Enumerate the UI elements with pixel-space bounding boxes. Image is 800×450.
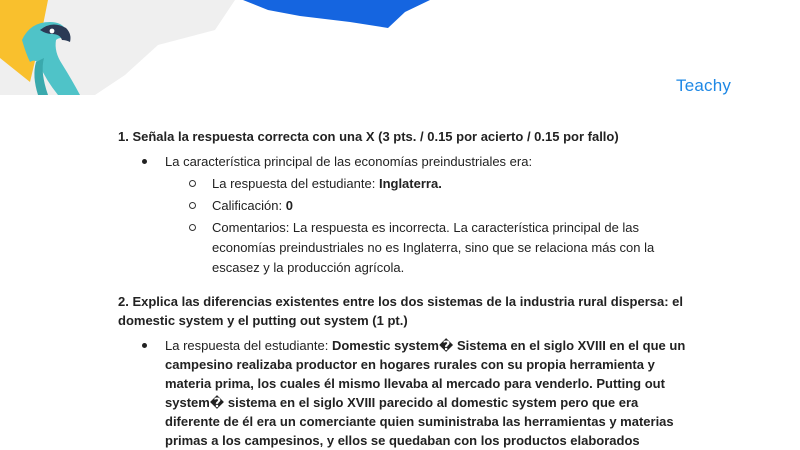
- question-1-prompt: La característica principal de las economías preindustriales era:: [165, 154, 533, 169]
- question-2-title: 2. Explica las diferencias existentes entre los dos sistemas de la industria rural dispersa: el domestic system y el putting out system (1 pt.): [118, 294, 684, 328]
- q1-grade: [165, 196, 688, 216]
- question-1-list: [118, 152, 688, 278]
- answer-value: Inglaterra.: [378, 176, 442, 191]
- answer-label: La respuesta del estudiante:: [165, 338, 332, 353]
- q1-student-answer: [165, 174, 688, 194]
- document-body: [118, 127, 688, 450]
- q2-student-answer: [118, 336, 688, 450]
- question-1-item: [118, 152, 688, 278]
- grade-value: 0: [285, 198, 293, 213]
- answer-label: La respuesta del estudiante:: [212, 176, 379, 191]
- grade-label: Calificación:: [212, 198, 286, 213]
- answer-value: Domestic system� Sistema en el siglo XVIII en el que un campesino realizaba productor en hogares rurales con su propia herramienta y materia prima, los cuales él mismo llevaba al mercado para venderlo. Putting out system� sistema en el siglo XVIII parecido al domestic system pero que era diferente de él era un comerciante quien suministraba las herramientas y materias primas a los campesinos, y ellos se quedaban con los productos elaborados: [165, 338, 686, 448]
- question-1-details: [165, 174, 688, 278]
- q1-comments: Comentarios: La respuesta es incorrecta. La característica principal de las economías preindustriales no es Inglaterra, sino que se relaciona más con la escasez y la producción agrícola.: [165, 218, 688, 278]
- brand-logo-text[interactable]: Teachy: [676, 76, 732, 95]
- question-1-title: 1. Señala la respuesta correcta con una X (3 pts. / 0.15 por acierto / 0.15 por fallo): [118, 129, 619, 144]
- header-blue-shape: [243, 0, 430, 28]
- question-2-list: [118, 336, 688, 450]
